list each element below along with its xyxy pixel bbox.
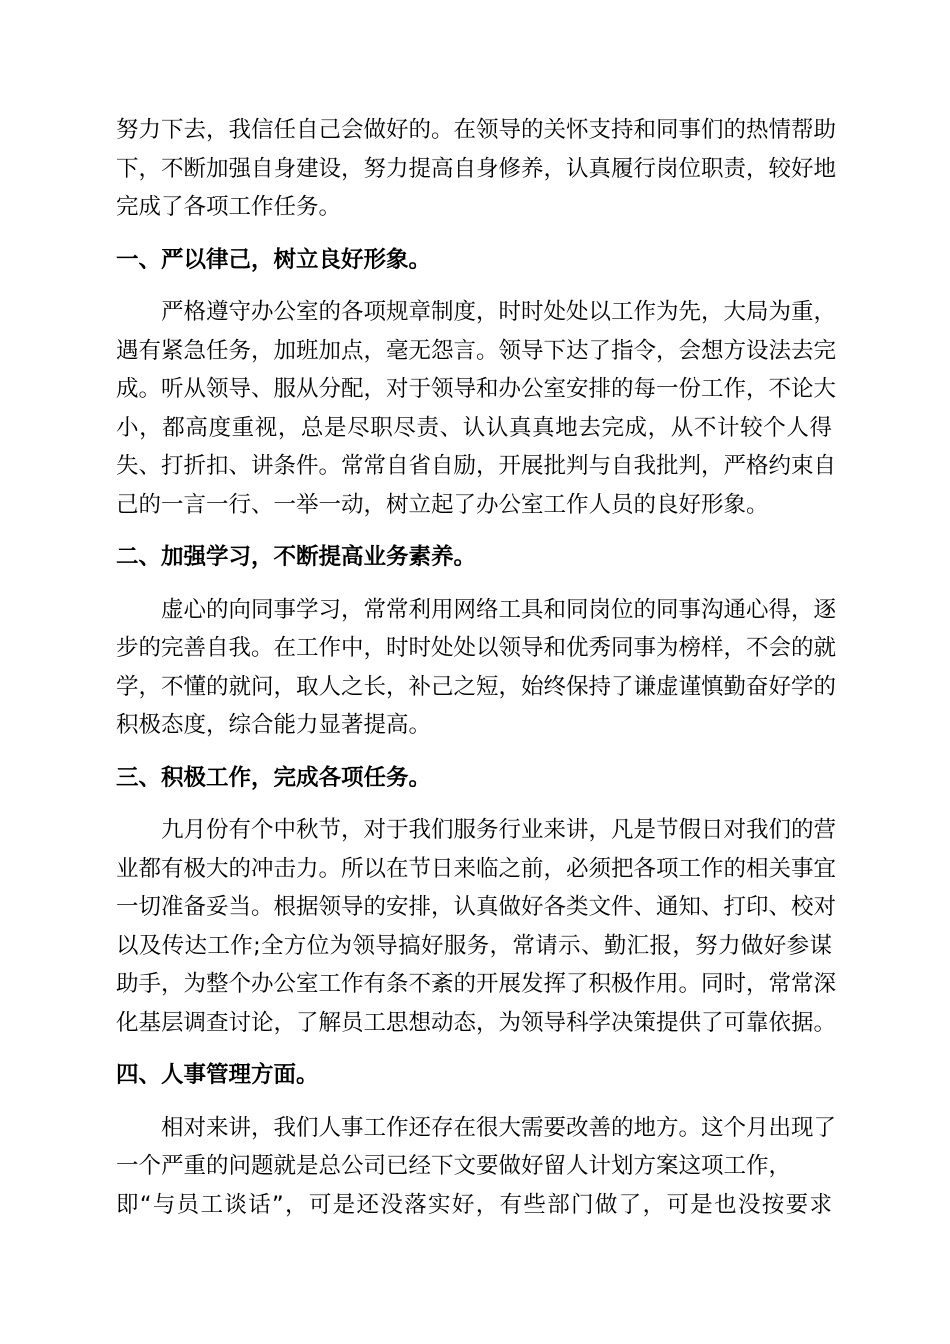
text-line: 步的完善自我。在工作中，时时处处以领导和优秀同事为榜样，不会的就	[116, 635, 837, 661]
document-page	[116, 111, 837, 1224]
text-line: 努力下去，我信任自己会做好的。在领导的关怀支持和同事们的热情帮助	[116, 117, 837, 143]
text-line: 一个严重的问题就是总公司已经下文要做好留人计划方案这项工作，	[116, 1153, 792, 1179]
text-line: 一切准备妥当。根据领导的安排，认真做好各类文件、通知、打印、校对	[116, 894, 837, 920]
intro-paragraph	[116, 111, 837, 227]
text-line: 小，都高度重视，总是尽职尽责、认认真真地去完成，从不计较个人得	[116, 414, 832, 441]
section-paragraph	[116, 591, 837, 745]
section-heading: 二、加强学习，不断提高业务素养。	[116, 544, 477, 570]
text-line: 学，不懂的就问，取人之长，补己之短，始终保持了谦虚谨慎勤奋好学的	[116, 673, 837, 700]
text-line: 遇有紧急任务，加班加点，毫无怨言。领导下达了指令，会想方设法去完	[116, 337, 837, 364]
text-line: 己的一言一行、一举一动，树立起了办公室工作人员的良好形象。	[116, 491, 769, 518]
text-line: 严格遵守办公室的各项规章制度，时时处处以工作为先，大局为重，	[161, 299, 837, 325]
text-line: 即“与员工谈话”，可是还没落实好，有些部门做了，可是也没按要求	[116, 1191, 832, 1218]
section-heading: 四、人事管理方面。	[116, 1062, 319, 1088]
section-paragraph	[116, 811, 837, 1042]
section-heading: 一、严以律己，树立良好形象。	[116, 246, 432, 273]
text-line: 以及传达工作;全方位为领导搞好服务，常请示、勤汇报，努力做好参谋	[116, 932, 832, 959]
text-line: 九月份有个中秋节，对于我们服务行业来讲，凡是节假日对我们的营	[161, 817, 837, 843]
text-line: 失、打折扣、讲条件。常常自省自励，开展批判与自我批判，严格约束自	[116, 453, 837, 479]
text-line: 业都有极大的冲击力。所以在节日来临之前，必须把各项工作的相关事宜	[116, 855, 837, 882]
section-paragraph	[116, 1109, 837, 1225]
text-line: 积极态度，综合能力显著提高。	[116, 712, 432, 738]
text-line: 化基层调查讨论，了解员工思想动态，为领导科学决策提供了可靠依据。	[116, 1009, 837, 1036]
section-paragraph	[116, 293, 837, 524]
text-line: 完成了各项工作任务。	[116, 194, 342, 220]
text-line: 成。听从领导、服从分配，对于领导和办公室安排的每一份工作，不论大	[116, 376, 837, 402]
text-line: 下，不断加强自身建设，努力提高自身修养，认真履行岗位职责，较好地	[116, 155, 837, 182]
text-line: 相对来讲，我们人事工作还存在很大需要改善的地方。这个月出现了	[161, 1114, 837, 1141]
text-line: 虚心的向同事学习，常常利用网络工具和同岗位的同事沟通心得，逐	[161, 596, 837, 623]
section-heading: 三、积极工作，完成各项任务。	[116, 764, 432, 791]
text-line: 助手，为整个办公室工作有条不紊的开展发挥了积极作用。同时，常常深	[116, 971, 837, 997]
